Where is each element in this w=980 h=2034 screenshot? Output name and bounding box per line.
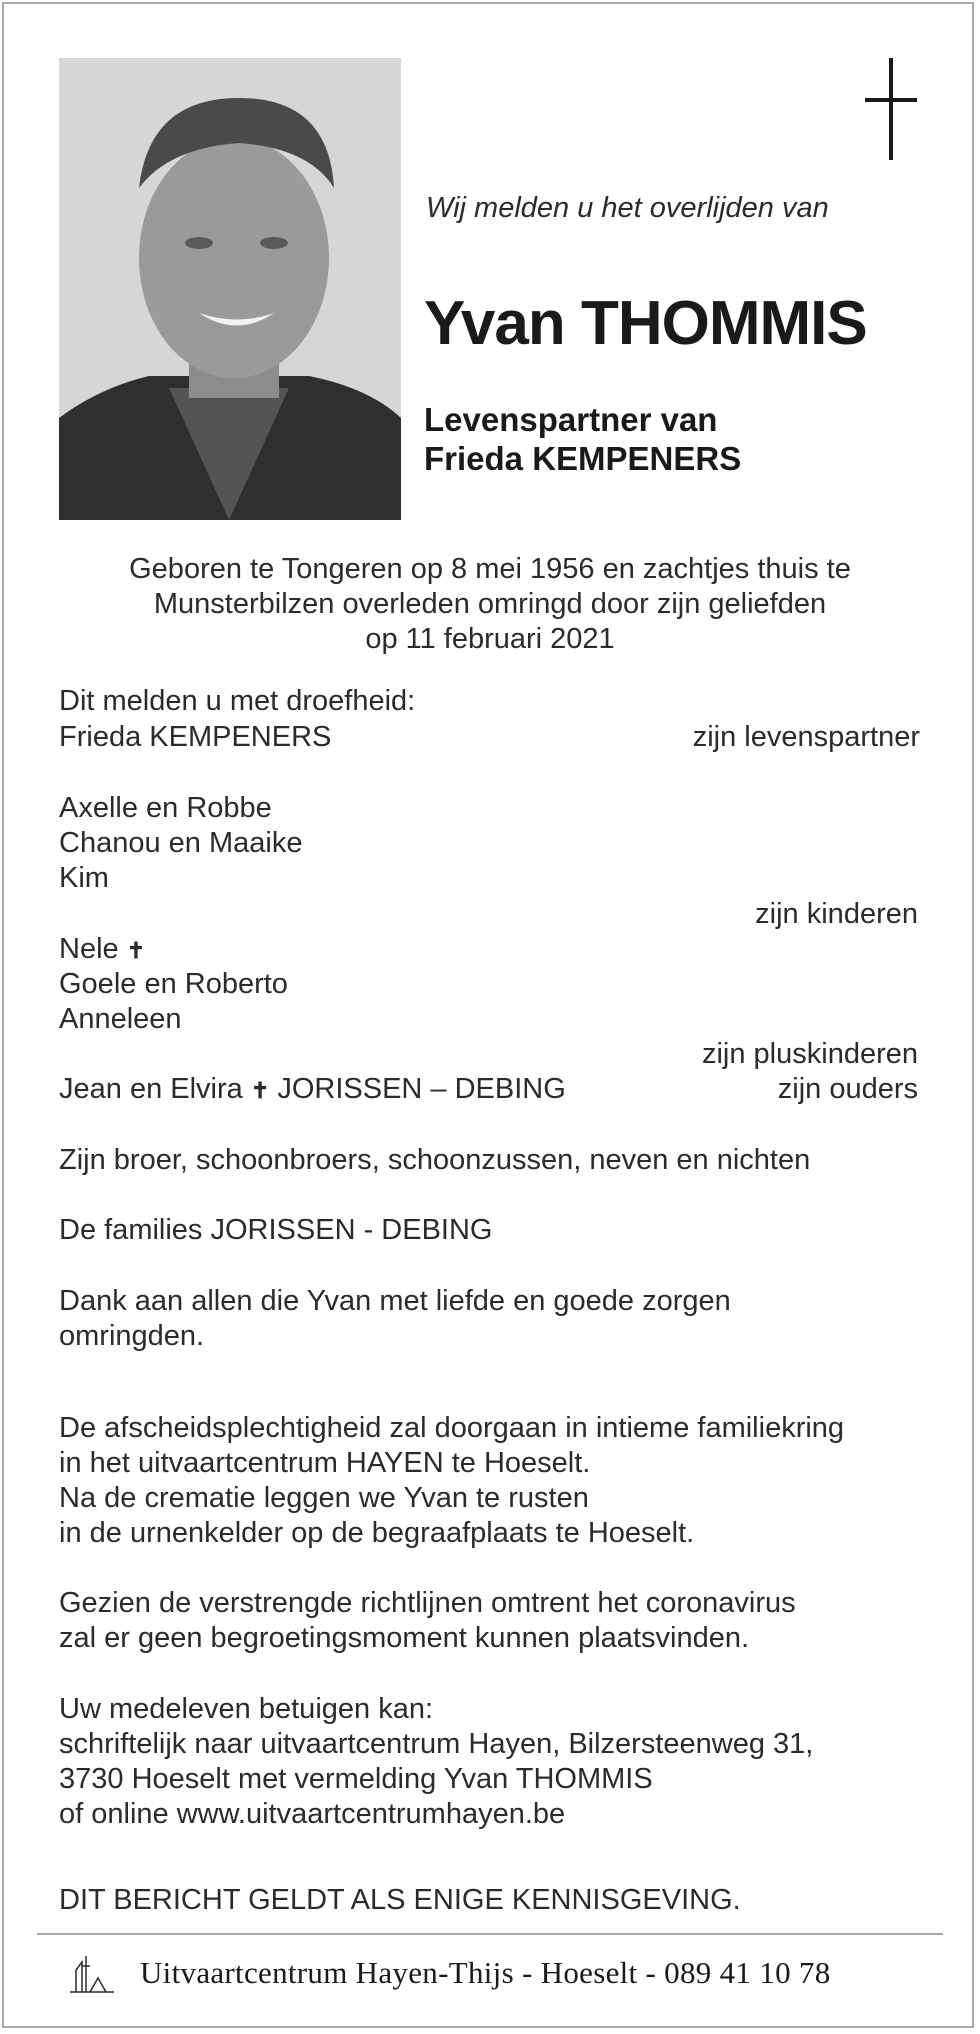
condolences-line: Uw medeleven betuigen kan: [59, 1693, 434, 1725]
thanks-line: omringden. [59, 1320, 205, 1352]
mourner-partner-relation: zijn levenspartner [692, 721, 920, 753]
death-date: op 11 februari 2021 [365, 623, 615, 655]
footer-divider [37, 1933, 943, 1935]
mourner-partner-name: Frieda KEMPENERS [59, 721, 332, 753]
birth-line: Geboren te Tongeren op 8 mei 1956 en zachtjes thuis te [129, 553, 851, 585]
parents-relation: zijn ouders [777, 1073, 918, 1105]
funeral-home-logo-icon [68, 1950, 118, 2000]
stepchild-item: Anneleen [59, 1003, 182, 1035]
funeral-home-contact: Uitvaartcentrum Hayen-Thijs - Hoeselt - 089 41 10 78 [140, 1955, 831, 1990]
covid-line: zal er geen begroetingsmoment kunnen plaatsvinden. [59, 1622, 750, 1654]
child-item: Kim [59, 862, 109, 894]
partner-label: Levenspartner van [424, 401, 718, 438]
ceremony-line: Na de crematie leggen we Yvan te rusten [59, 1482, 589, 1514]
condolences-line: schriftelijk naar uitvaartcentrum Hayen, Bilzersteenweg 31, [59, 1728, 814, 1760]
ceremony-line: in het uitvaartcentrum HAYEN te Hoeselt. [59, 1447, 591, 1479]
condolences-line: 3730 Hoeselt met vermelding Yvan THOMMIS [59, 1763, 653, 1795]
ceremony-line: De afscheidsplechtigheid zal doorgaan in intieme familiekring [59, 1412, 845, 1444]
mourners-heading: Dit melden u met droefheid: [59, 685, 416, 717]
stepchildren-relation: zijn pluskinderen [701, 1038, 918, 1070]
intro-text: Wij melden u het overlijden van [426, 192, 829, 224]
birth-death-info [0, 552, 980, 657]
children-relation: zijn kinderen [755, 898, 918, 930]
deceased-cross-icon: ✝ [126, 938, 146, 963]
portrait-photo [59, 58, 401, 520]
siblings-line: Zijn broer, schoonbroers, schoonzussen, neven en nichten [59, 1144, 811, 1176]
ceremony-line: in de urnenkelder op de begraafplaats te Hoeselt. [59, 1517, 695, 1549]
parents-names: Jean en Elvira [59, 1073, 243, 1105]
parents-line [59, 1073, 566, 1106]
partner-of [424, 400, 741, 478]
cross-icon [862, 58, 922, 160]
parents-surnames: JORISSEN – DEBING [277, 1073, 566, 1105]
families-line: De families JORISSEN - DEBING [59, 1214, 493, 1246]
condolences-line: of online www.uitvaartcentrumhayen.be [59, 1798, 566, 1830]
deceased-name: Yvan THOMMIS [424, 289, 867, 358]
covid-line: Gezien de verstrengde richtlijnen omtrent het coronavirus [59, 1587, 796, 1619]
official-notice: DIT BERICHT GELDT ALS ENIGE KENNISGEVING. [59, 1884, 741, 1916]
child-item: Chanou en Maaike [59, 827, 303, 859]
death-line: Munsterbilzen overleden omringd door zijn geliefden [153, 588, 827, 620]
partner-name: Frieda KEMPENERS [424, 440, 742, 477]
stepchild-item: Goele en Roberto [59, 968, 288, 1000]
child-item: Axelle en Robbe [59, 792, 272, 824]
deceased-cross-icon: ✝ [250, 1078, 270, 1103]
stepchild-name: Nele [59, 933, 119, 965]
stepchild-item [59, 933, 145, 966]
thanks-line: Dank aan allen die Yvan met liefde en goede zorgen [59, 1285, 731, 1317]
